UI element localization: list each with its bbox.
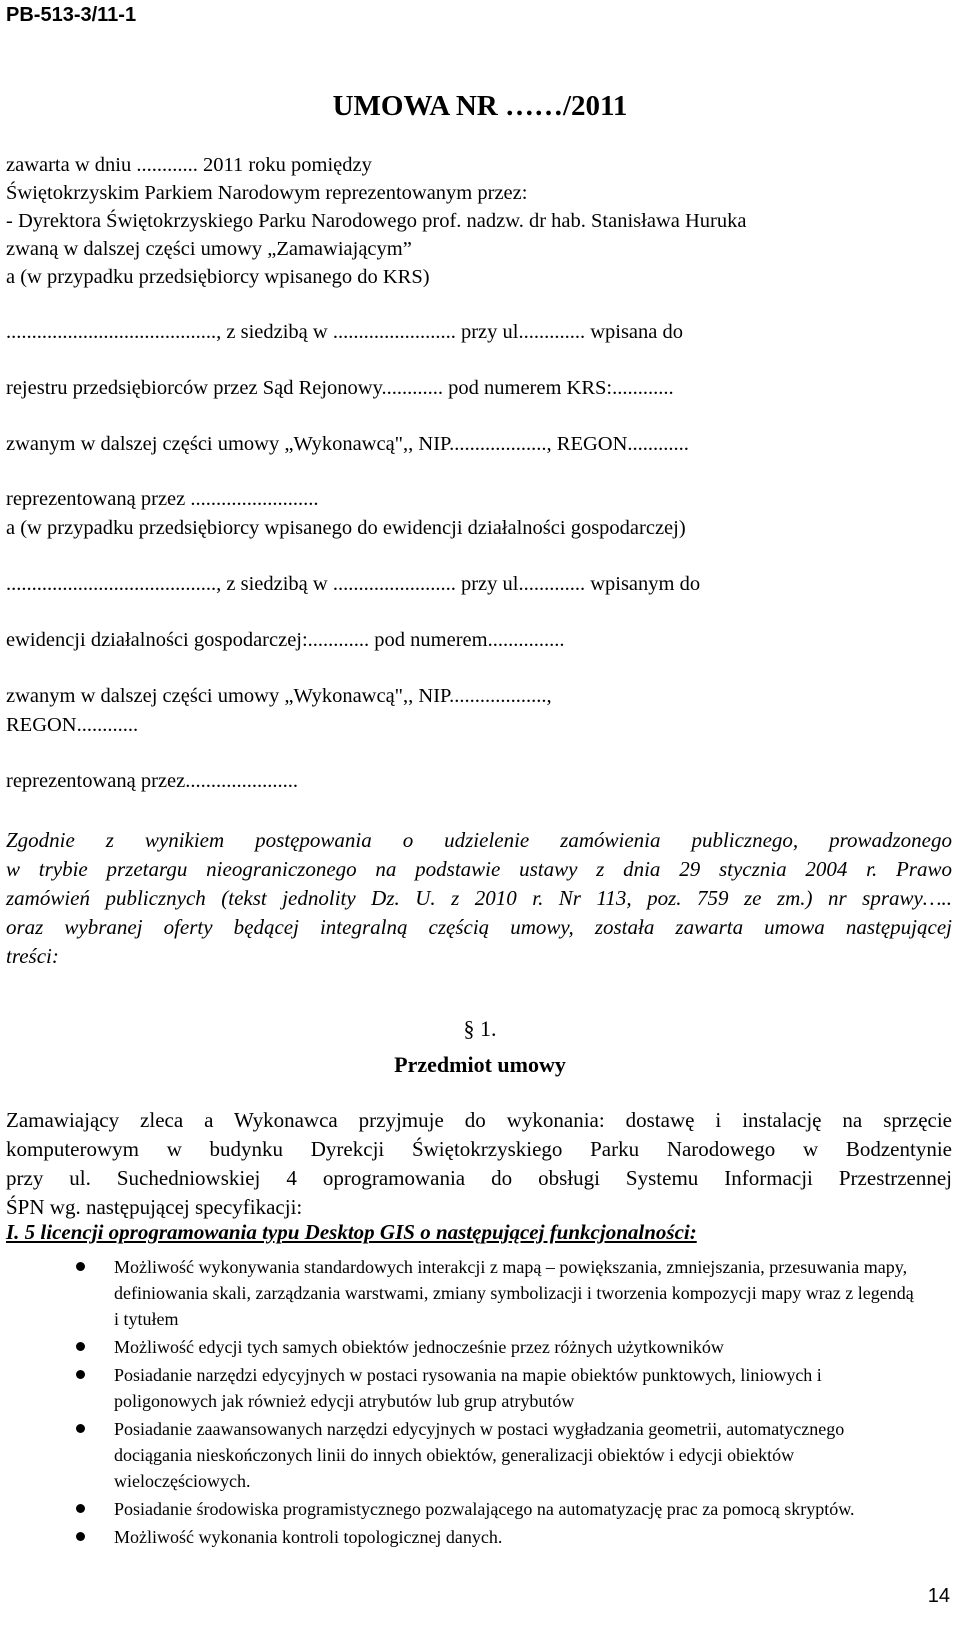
bullet-icon [76,1342,85,1351]
list-item [0,1334,914,1360]
subject-paragraph [6,1106,952,1222]
bullet-icon [76,1370,85,1379]
paragraph-line: treści: [6,944,59,968]
list-item-text: Posiadanie narzędzi edycyjnych w postaci rysowania na mapie obiektów punktowych, liniowych i poligonowych jak również edycji atrybutów lub grup atrybutów [114,1365,822,1411]
paragraph-line: przy ul. Suchedniowskiej 4 oprogramowania do obsługi Systemu Informacji Przestrzennej [6,1166,952,1190]
intro-line: reprezentowaną przez...................... [6,770,298,792]
bullet-icon [76,1532,85,1541]
intro-line: ewidencji działalności gospodarczej:............ pod numerem............... [6,629,565,651]
list-item [0,1254,914,1332]
document-id: PB-513-3/11-1 [6,4,137,26]
intro-line: reprezentowaną przez ......................... [6,488,319,510]
intro-line: rejestru przedsiębiorców przez Sąd Rejonowy............ pod numerem KRS:............ [6,377,674,399]
list-item [0,1416,914,1494]
section-title: Przedmiot umowy [394,1052,566,1077]
bullet-icon [76,1504,85,1513]
list-item-text: Posiadanie zaawansowanych narzędzi edycyjnych w postaci wygładzania geometrii, automatycznego dociągania nieskończonych linii do innych obiektów, generalizacji obiektów i edycji obiektów wieloczęściowych. [114,1419,845,1491]
intro-line: REGON............ [6,714,139,736]
paragraph-line: Zgodnie z wynikiem postępowania o udzielenie zamówienia publicznego, prowadzonego [6,828,952,852]
intro-line: zwanym w dalszej części umowy „Wykonawcą",, NIP..................., [6,685,552,707]
paragraph-line: Zamawiający zleca a Wykonawca przyjmuje do wykonania: dostawę i instalację na sprzęcie [6,1108,952,1132]
intro-line: - Dyrektora Świętokrzyskiego Parku Narodowego prof. nadzw. dr hab. Stanisława Huruka [6,210,747,232]
intro-line: a (w przypadku przedsiębiorcy wpisanego do ewidencji działalności gospodarczej) [6,517,686,539]
paragraph-line: komputerowym w budynku Dyrekcji Świętokrzyskiego Parku Narodowego w Bodzentynie [6,1137,952,1161]
list-item-text: Możliwość edycji tych samych obiektów jednocześnie przez różnych użytkowników [114,1337,724,1357]
page-number: 14 [927,1585,950,1607]
list-item [0,1496,914,1522]
intro-line: zwaną w dalszej części umowy „Zamawiającym” [6,238,412,260]
list-item [0,1362,914,1414]
intro-line: ........................................., z siedzibą w ........................ przy ul............. wpisanym do [6,573,701,595]
functionality-list [0,1254,960,1552]
paragraph-line: zamówień publicznych (tekst jednolity Dz. U. z 2010 r. Nr 113, poz. 759 ze zm.) nr sprawy….. [6,886,952,910]
paragraph-line: oraz wybranej oferty będącej integralną częścią umowy, została zawarta umowa następującej [6,915,952,939]
intro-line: a (w przypadku przedsiębiorcy wpisanego do KRS) [6,266,430,288]
list-item-text: Możliwość wykonywania standardowych interakcji z mapą – powiększania, zmniejszania, przesuwania mapy, definiowania skali, zarządzania warstwami, zmiany symbolizacji i tworzenia kompozycji mapy wraz z legendą i tytułem [114,1257,914,1329]
specification-heading: I. 5 licencji oprogramowania typu Desktop GIS o następującej funkcjonalności: [6,1220,697,1244]
list-item-text: Możliwość wykonania kontroli topologicznej danych. [114,1527,503,1547]
intro-line: zwanym w dalszej części umowy „Wykonawcą",, NIP..................., REGON............ [6,433,689,455]
paragraph-line: ŚPN wg. następującej specyfikacji: [6,1195,303,1219]
bullet-icon [76,1262,85,1271]
paragraph-line: w trybie przetargu nieograniczonego na podstawie ustawy z dnia 29 stycznia 2004 r. Prawo [6,857,952,881]
list-item-text: Posiadanie środowiska programistycznego pozwalającego na automatyzację prac za pomocą skryptów. [114,1499,855,1519]
intro-line: ........................................., z siedzibą w ........................ przy ul............. wpisana do [6,321,683,343]
intro-line: Świętokrzyskim Parkiem Narodowym reprezentowanym przez: [6,182,528,204]
contract-title: UMOWA NR ……/2011 [332,90,628,122]
intro-line: zawarta w dniu ............ 2011 roku pomiędzy [6,154,372,176]
list-item [0,1524,914,1550]
section-number: § 1. [463,1016,497,1041]
legal-basis-paragraph [6,826,952,971]
bullet-icon [76,1424,85,1433]
